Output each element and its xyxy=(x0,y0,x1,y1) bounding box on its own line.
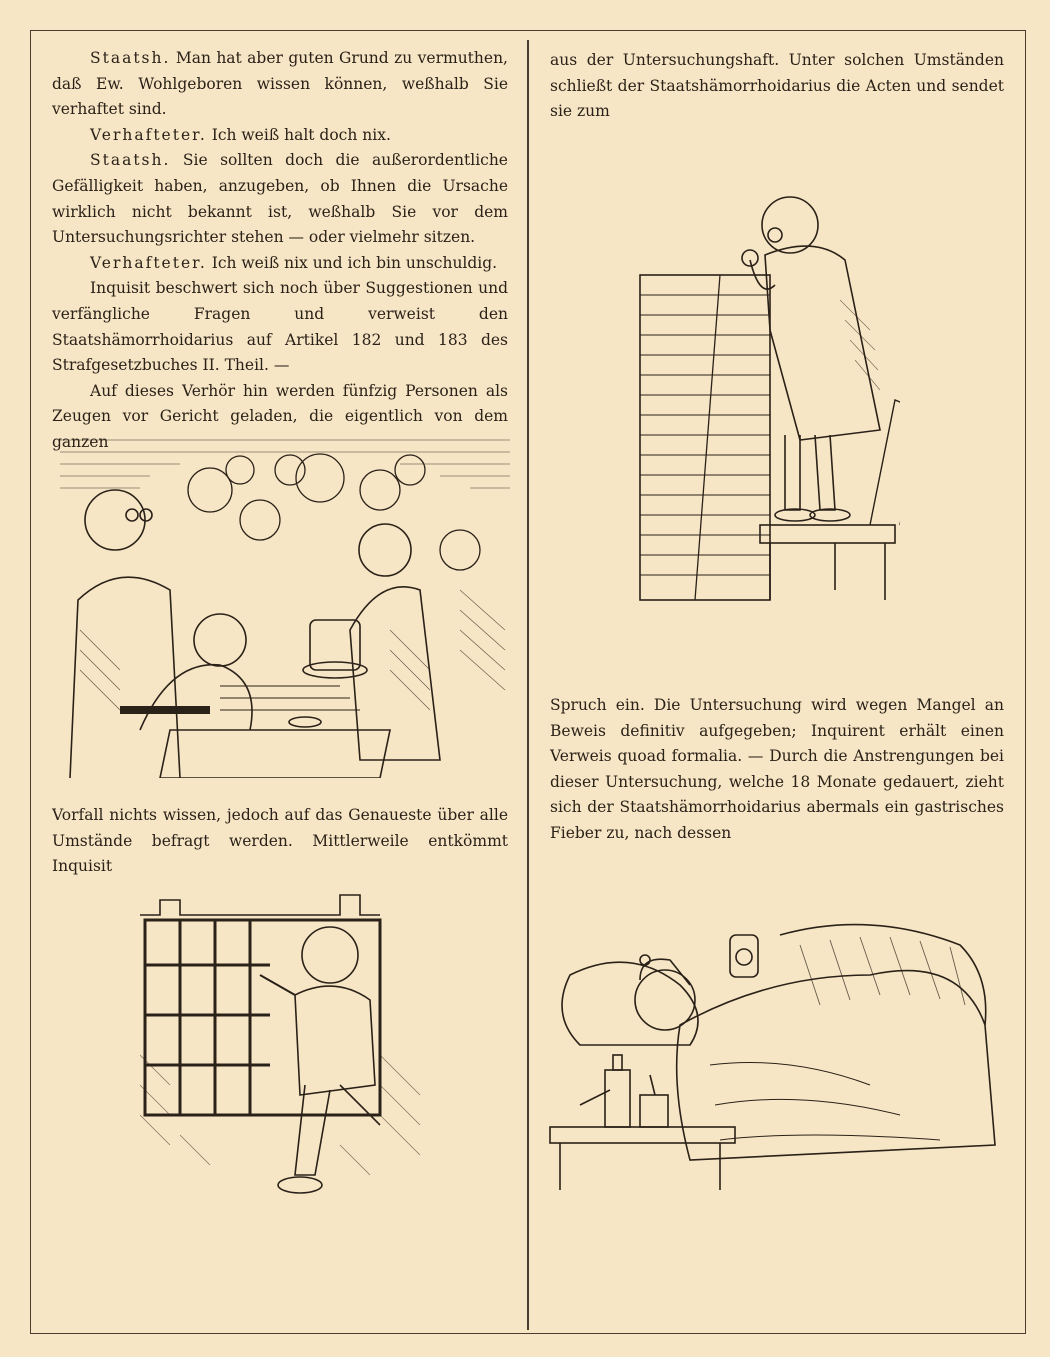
speaker: Verhafteter. xyxy=(90,253,207,272)
paragraph: Auf dieses Verhör hin werden fünfzig Personen als Zeugen vor Gericht geladen, die eigentlich von dem ganzen xyxy=(52,381,508,451)
left-column-middle-text: Vorfall nichts wissen, jedoch auf das Genaueste über alle Umstände befragt werden. Mittlerweile entkömmt Inquisit xyxy=(52,806,508,876)
speaker: Staatsh. xyxy=(90,49,171,67)
right-column-middle-text: Spruch ein. Die Untersuchung wird wegen Mangel an Beweis definitiv aufgegeben; Inquirent erhält einen Verweis quoad formalia. — Durch die Anstrengungen bei dieser Untersuchung, welche 18 Monate gedauert, zieht sich der Staatshämorrhoidarius abermals ein gastrisches Fieber zu, nach dessen xyxy=(550,696,1004,842)
paragraph: Staatsh. Sie sollten doch die außerordentliche Gefälligkeit haben, anzugeben, ob Ihnen die Ursache wirklich nicht bekannt ist, weßhalb Sie vor dem Untersuchungsrichter stehen — oder vielmehr sitzen. xyxy=(52,151,508,247)
illustration-file-stack xyxy=(600,180,900,605)
paragraph: Inquisit beschwert sich noch über Suggestionen und verfängliche Fragen und verweist den Staatshämorrhoidarius auf Artikel 182 und 183 des Strafgesetzbuches II. Theil. — xyxy=(52,279,508,375)
paragraph: Staatsh. Man hat aber guten Grund zu vermuthen, daß Ew. Wohlgeboren wissen können, weßhalb Sie verhaftet sind. xyxy=(52,49,508,119)
left-column-top-text xyxy=(52,46,508,456)
speaker: Staatsh. xyxy=(90,151,171,170)
column-rule xyxy=(527,40,529,1330)
illustration-fever-bed xyxy=(540,915,1000,1190)
paragraph: Verhafteter. Ich weiß halt doch nix. xyxy=(90,125,391,144)
illustration-courtroom xyxy=(60,430,510,778)
illustration-escape-window xyxy=(140,885,430,1225)
speaker: Verhafteter. xyxy=(90,125,207,144)
paragraph: Verhafteter. Ich weiß nix und ich bin unschuldig. xyxy=(90,253,498,272)
right-column-top-text: aus der Untersuchungshaft. Unter solchen Umständen schließt der Staatshämorrhoidarius die Acten und sendet sie zum xyxy=(550,51,1004,121)
